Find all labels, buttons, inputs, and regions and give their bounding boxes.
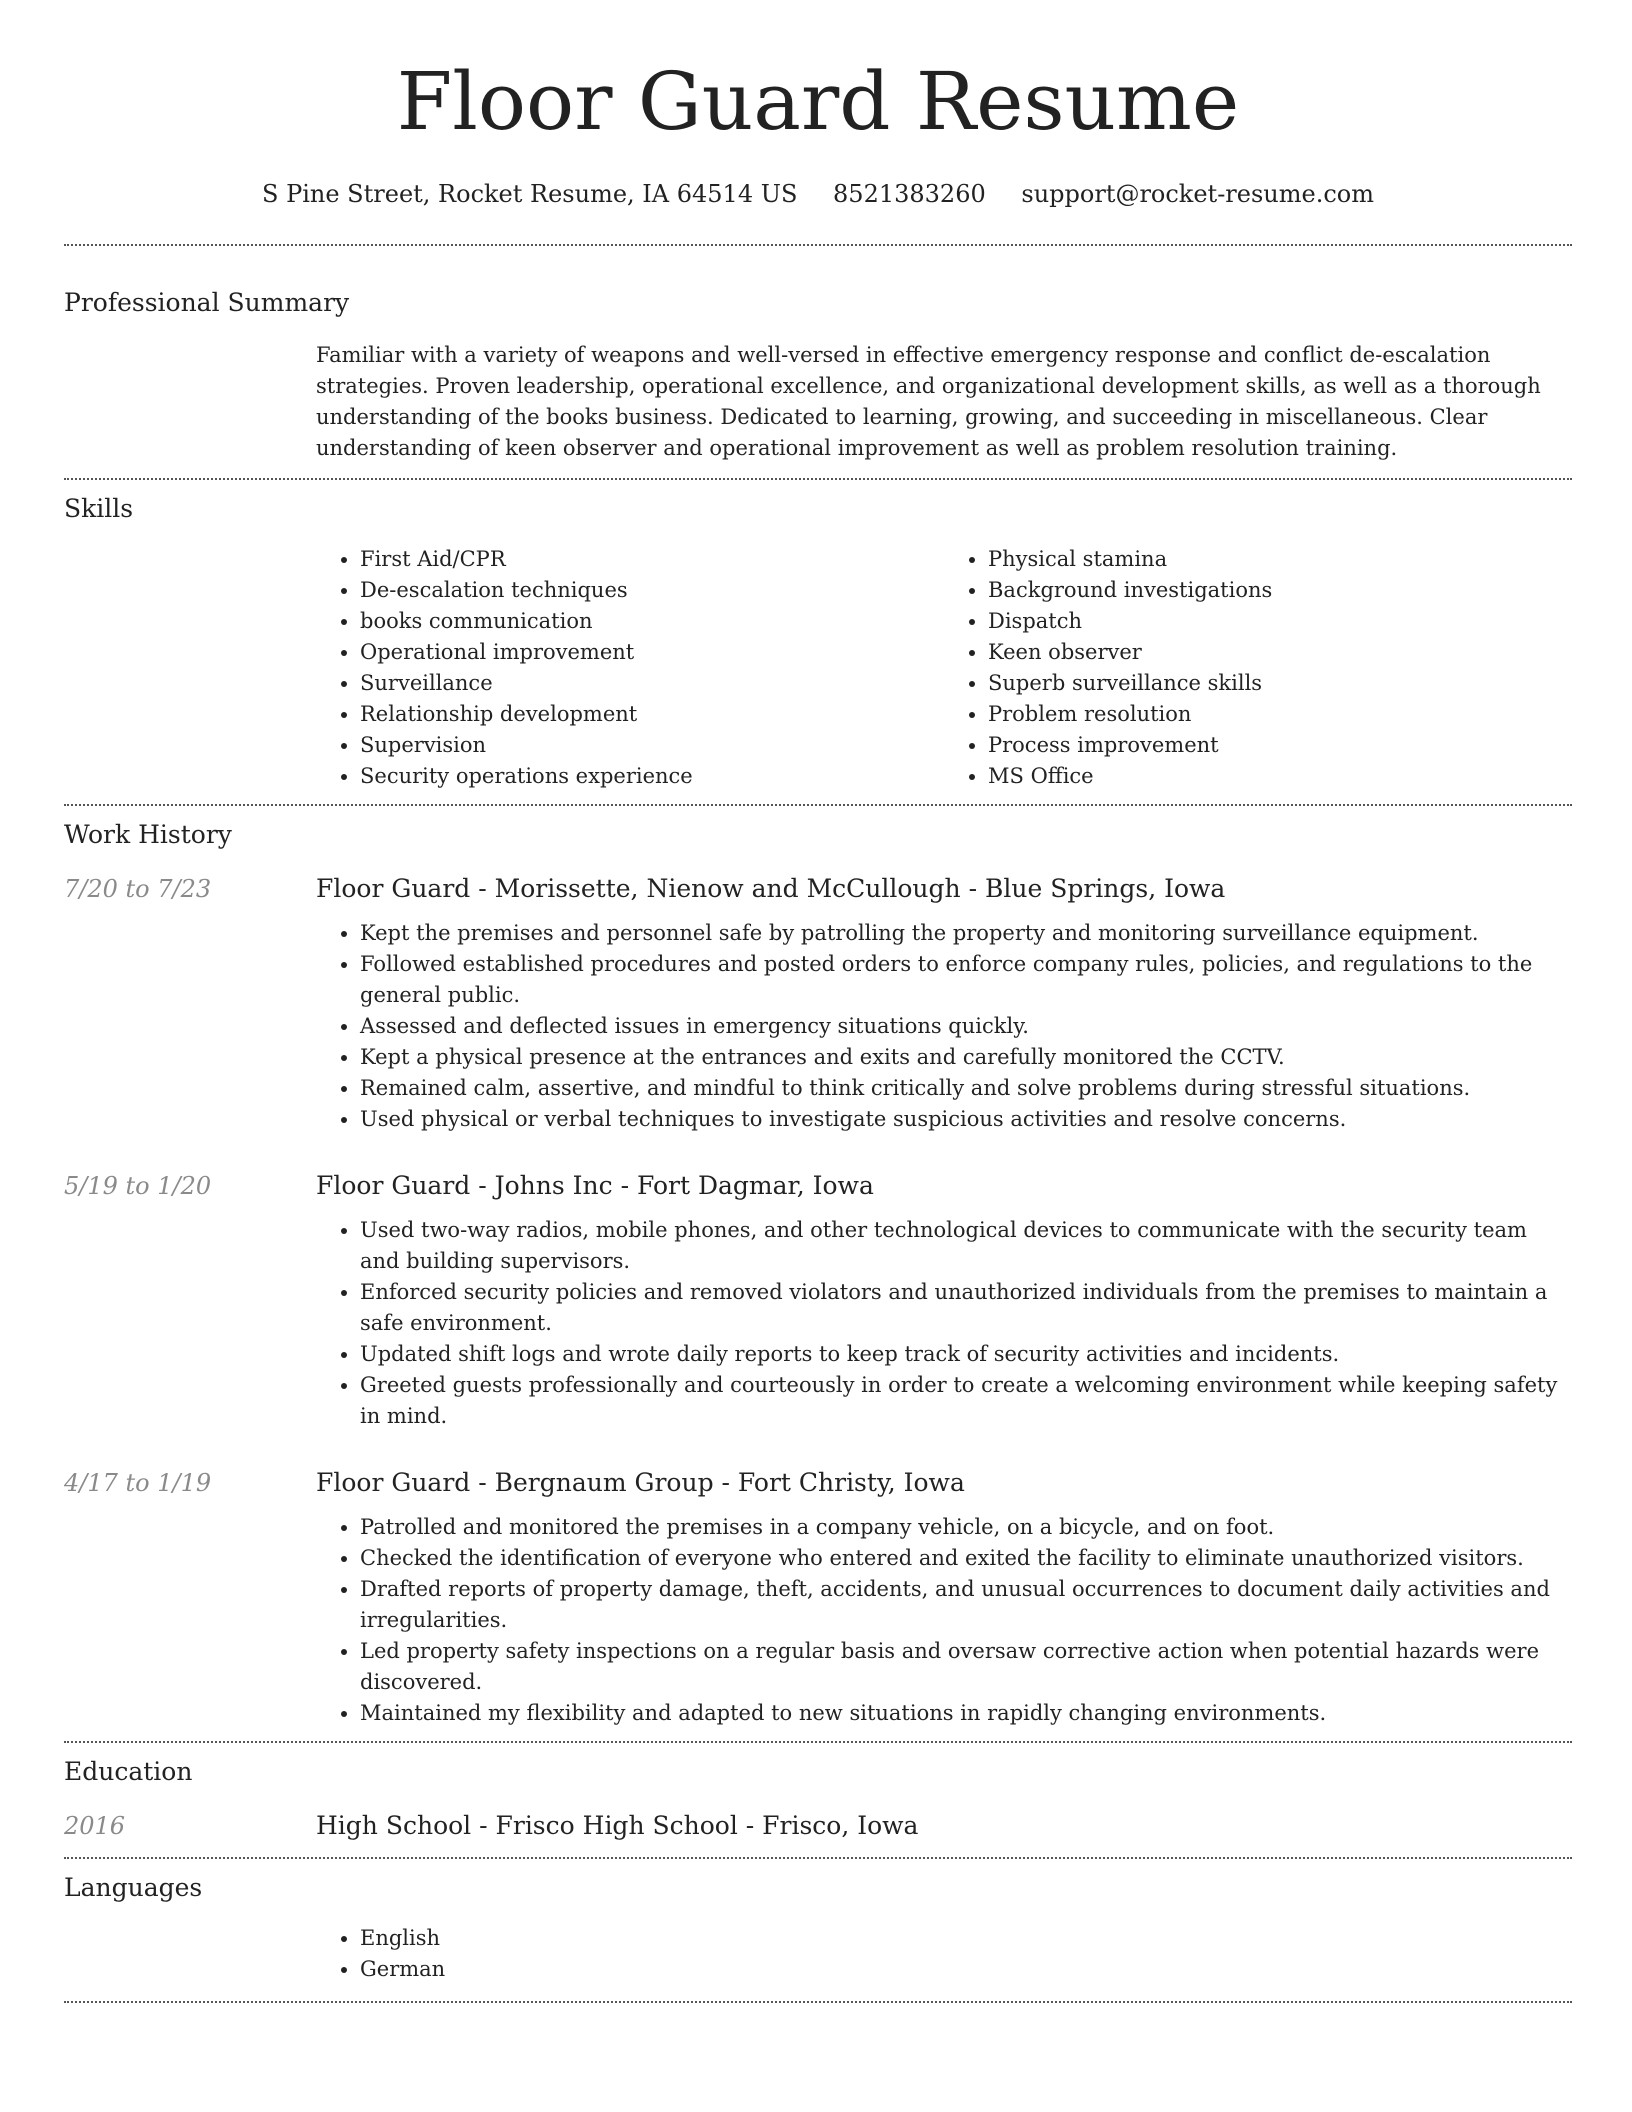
job-bullet: • Assessed and deflected issues in emergency situations quickly. [360, 1011, 1572, 1042]
skills-list-left [316, 544, 944, 792]
job-dates: 7/20 to 7/23 [64, 875, 212, 903]
skill-item: • De-escalation techniques [360, 575, 944, 606]
job-dates: 5/19 to 1/20 [64, 1172, 212, 1200]
job-bullet: • Greeted guests professionally and courteously in order to create a welcoming environment while keeping safety in mind. [360, 1370, 1572, 1432]
language-item: • English [360, 1923, 1572, 1954]
language-item: • German [360, 1954, 1572, 1985]
job-bullet: • Used two-way radios, mobile phones, and other technological devices to communicate with the security team and building supervisors. [360, 1215, 1572, 1277]
skill-item: • Surveillance [360, 668, 944, 699]
job-bullet: • Used physical or verbal techniques to investigate suspicious activities and resolve concerns. [360, 1104, 1572, 1135]
job-bullet: • Updated shift logs and wrote daily reports to keep track of security activities and incidents. [360, 1339, 1572, 1370]
work-history-heading: Work History [64, 820, 232, 849]
resume-page [64, 0, 1572, 2003]
job-title: Floor Guard - Morissette, Nienow and McCullough - Blue Springs, Iowa [316, 874, 1226, 903]
job-bullet: • Led property safety inspections on a regular basis and oversaw corrective action when potential hazards were discovered. [360, 1636, 1572, 1698]
job-bullet: • Drafted reports of property damage, theft, accidents, and unusual occurrences to document daily activities and irregularities. [360, 1574, 1572, 1636]
job-dates: 4/17 to 1/19 [64, 1469, 212, 1497]
job-header [64, 1169, 1572, 1203]
resume-header [64, 0, 1572, 210]
education-title: High School - Frisco High School - Frisco, Iowa [316, 1811, 919, 1840]
skill-item: • MS Office [988, 761, 1572, 792]
skill-item: • Operational improvement [360, 637, 944, 668]
skills-heading: Skills [64, 494, 134, 523]
summary-section [64, 246, 1572, 478]
job-bullets [316, 1215, 1572, 1432]
skill-item: • Process improvement [988, 730, 1572, 761]
skill-item: • First Aid/CPR [360, 544, 944, 575]
education-entry [64, 1809, 1572, 1843]
skills-list-right [944, 544, 1572, 792]
languages-heading: Languages [64, 1873, 203, 1902]
skill-item: • Background investigations [988, 575, 1572, 606]
skill-item: • books communication [360, 606, 944, 637]
contact-line [64, 178, 1572, 210]
job-bullet: • Kept a physical presence at the entrances and exits and carefully monitored the CCTV. [360, 1042, 1572, 1073]
resume-title: Floor Guard Resume [396, 55, 1240, 148]
job-header [64, 872, 1572, 906]
job-title: Floor Guard - Bergnaum Group - Fort Christy, Iowa [316, 1468, 965, 1497]
skills-section [64, 480, 1572, 804]
job-bullet: • Remained calm, assertive, and mindful to think critically and solve problems during stressful situations. [360, 1073, 1572, 1104]
job-bullets [316, 918, 1572, 1135]
skills-columns [316, 544, 1572, 804]
job-entry [64, 1169, 1572, 1432]
work-history-section [64, 806, 1572, 1741]
job-header [64, 1466, 1572, 1500]
job-bullet: • Kept the premises and personnel safe by patrolling the property and monitoring surveillance equipment. [360, 918, 1572, 949]
skill-item: • Physical stamina [988, 544, 1572, 575]
job-bullet: • Checked the identification of everyone who entered and exited the facility to eliminate unauthorized visitors. [360, 1543, 1572, 1574]
job-entry [64, 872, 1572, 1135]
contact-address: S Pine Street, Rocket Resume, IA 64514 US [262, 180, 798, 208]
job-bullet: • Followed established procedures and posted orders to enforce company rules, policies, and regulations to the general public. [360, 949, 1572, 1011]
skill-item: • Supervision [360, 730, 944, 761]
skill-item: • Security operations experience [360, 761, 944, 792]
skill-item: • Keen observer [988, 637, 1572, 668]
summary-text: Familiar with a variety of weapons and well-versed in effective emergency response and conflict de-escalation strategies. Proven leadership, operational excellence, and organizational development skills, as well as a thorough understanding of the books business. Dedicated to learning, growing, and succeeding in miscellaneous. Clear understanding of keen observer and operational improvement as well as problem resolution training. [316, 343, 1541, 460]
job-bullet: • Enforced security policies and removed violators and unauthorized individuals from the premises to maintain a safe environment. [360, 1277, 1572, 1339]
skill-item: • Problem resolution [988, 699, 1572, 730]
skill-item: • Dispatch [988, 606, 1572, 637]
skill-item: • Superb surveillance skills [988, 668, 1572, 699]
contact-phone: 8521383260 [833, 180, 986, 208]
job-bullet: • Patrolled and monitored the premises in a company vehicle, on a bicycle, and on foot. [360, 1512, 1572, 1543]
languages-list [316, 1923, 1572, 1985]
divider [64, 2001, 1572, 2003]
job-title: Floor Guard - Johns Inc - Fort Dagmar, Iowa [316, 1171, 874, 1200]
job-bullet: • Maintained my flexibility and adapted to new situations in rapidly changing environments. [360, 1698, 1572, 1729]
summary-heading: Professional Summary [64, 288, 350, 317]
languages-section [64, 1859, 1572, 2001]
skill-item: • Relationship development [360, 699, 944, 730]
education-section [64, 1743, 1572, 1857]
job-entry [64, 1466, 1572, 1741]
contact-email: support@rocket-resume.com [1021, 180, 1374, 208]
education-heading: Education [64, 1757, 193, 1786]
education-dates: 2016 [64, 1812, 126, 1840]
job-bullets [316, 1512, 1572, 1729]
